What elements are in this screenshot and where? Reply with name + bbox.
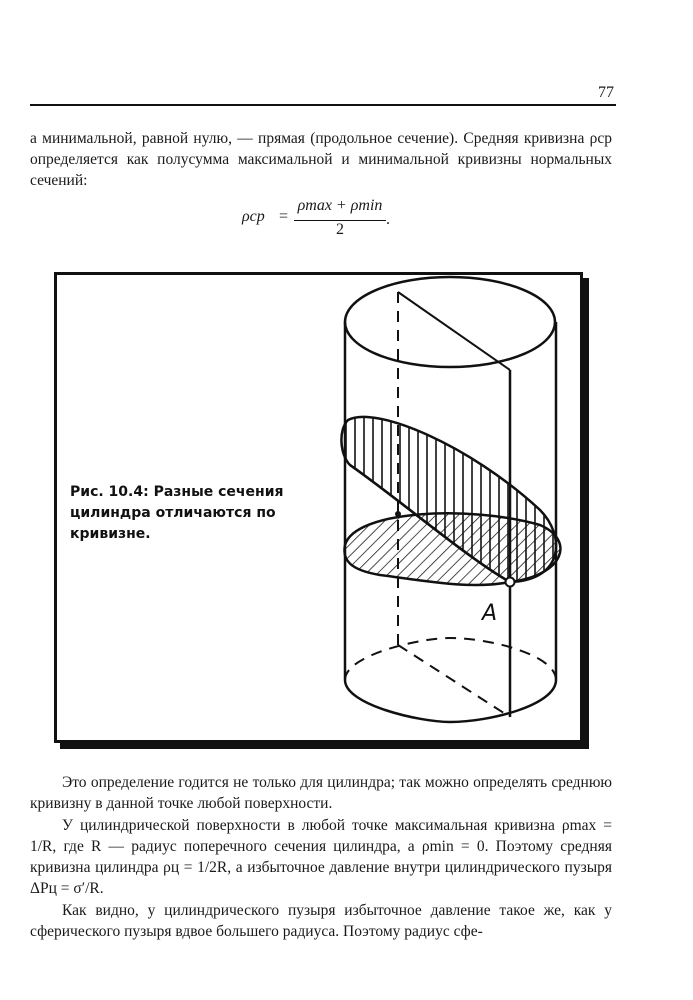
bottom-ellipse-back (345, 638, 556, 680)
top-diameter-line (398, 292, 510, 370)
cross-section-hatched (344, 513, 560, 585)
page-number: 77 (598, 84, 614, 101)
cylinder-top-ellipse (345, 277, 555, 367)
formula-numerator: ρmax + ρmin (297, 197, 383, 214)
paragraph-2: Это определение годится не только для цилиндра; так можно определять среднюю кривизну в данной точке любой поверхности. (30, 774, 612, 812)
bottom-ellipse-front (345, 680, 556, 722)
formula-lhs: ρср (242, 208, 265, 225)
figure-caption: Рис. 10.4: Разные сечения цилиндра отличаются по кривизне. (70, 484, 284, 542)
formula-denominator: 2 (336, 221, 344, 238)
paragraph-4: Как видно, у цилиндрического пузыря избыточное давление такое же, как у сферического пузыря вдвое большего радиуса. Поэтому радиус сфе- (30, 902, 612, 940)
section-intersection-point (395, 511, 401, 517)
formula-period: . (386, 211, 390, 228)
point-a-marker (506, 578, 515, 587)
point-a-label: A (482, 601, 498, 626)
paragraph-1: а минимальной, равной нулю, — прямая (продольное сечение). Средняя кривизна ρср определяется как полусумма максимальной и минимальной кривизны нормальных сечений: (30, 130, 612, 189)
formula-equals: = (279, 208, 289, 225)
bottom-hidden-diagonal (398, 645, 510, 717)
paragraph-3: У цилиндрической поверхности в любой точке максимальная кривизна ρmax = 1/R, где R — радиус поперечного сечения цилиндра, а ρmin = 0. Поэтому средняя кривизна цилиндра ρц = 1/2R, а избыточное давление внутри цилиндрического пузыря ΔPц = σ′/R. (30, 817, 612, 897)
